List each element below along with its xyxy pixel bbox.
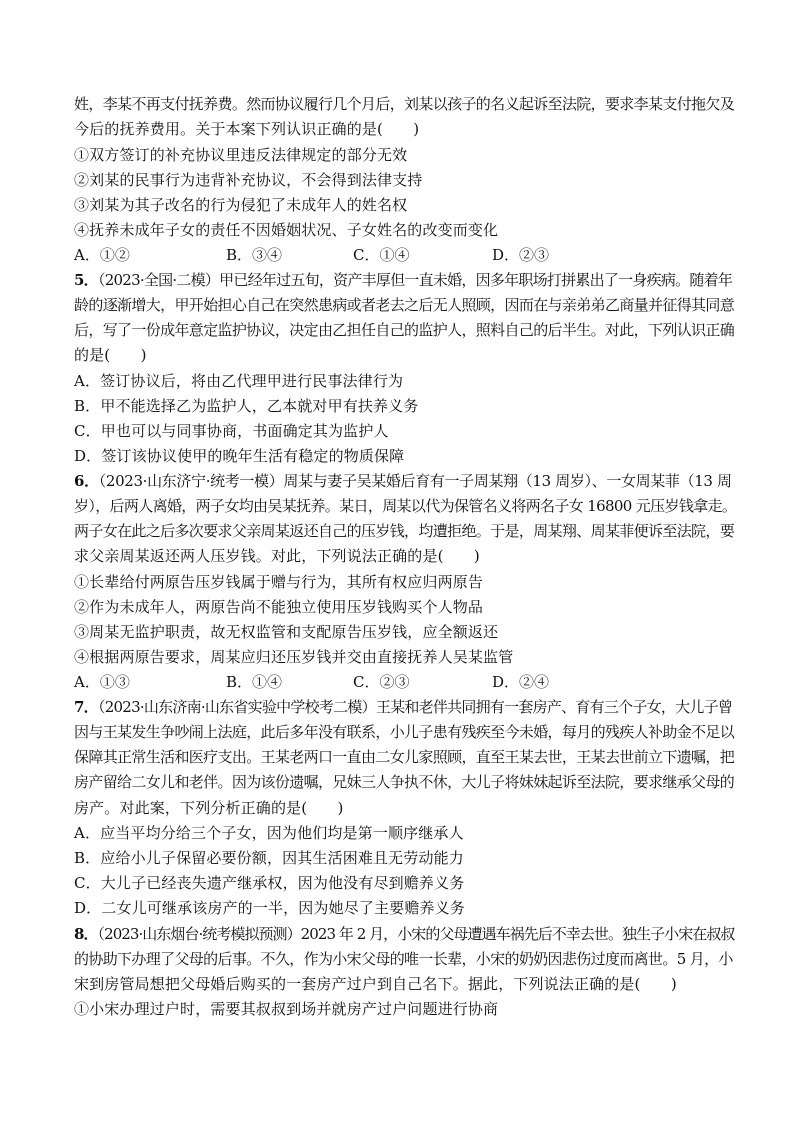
q7-stem-line-3: 保障其正常生活和医疗支出。王某老两口一直由二女儿家照顾，直至王某去世，王某去世前立下遗嘱，把 <box>74 748 735 766</box>
q7-option-b: B．应给小儿子保留必要份额，因其生活困难且无劳动能力 <box>74 849 464 867</box>
q6-item-3: ③周某无监护职责，故无权监管和支配原告压岁钱，应全额返还 <box>74 623 499 641</box>
q6-stem-line-2: 岁），后两人离婚，两子女均由吴某抚养。某日，周某以代为保管名义将两名子女 16800 元压岁钱拿走。 <box>74 497 737 515</box>
q6-item-2: ②作为未成年人，两原告尚不能独立使用压岁钱购买个人物品 <box>74 598 484 616</box>
q6-item-4: ④根据两原告要求，周某应归还压岁钱并交由直接抚养人吴某监管 <box>74 648 514 666</box>
q5-option-d: D．签订该协议使甲的晚年生活有稳定的物质保障 <box>74 447 405 465</box>
q4-item-3: ③刘某为其子改名的行为侵犯了未成年人的姓名权 <box>74 196 408 214</box>
q6-item-1: ①长辈给付两原告压岁钱属于赠与行为，其所有权应归两原告 <box>74 573 484 591</box>
q4-item-2: ②刘某的民事行为违背补充协议，不会得到法律支持 <box>74 171 423 189</box>
q5-stem-text: （2023·全国·二模）甲已经年过五旬，资产丰厚但一直未婚，因多年职场打拼累出了一身疾病。随着年 <box>97 271 733 289</box>
q7-option-a: A．应当平均分给三个子女，因为他们均是第一顺序继承人 <box>74 824 464 842</box>
q7-stem-text: （2023·山东济南·山东省实验中学校考二模）王某和老伴共同拥有一套房产、育有三个子女，大儿子曾 <box>97 698 733 716</box>
q6-stem-text: （2023·山东济宁·统考一模）周某与妻子吴某婚后育有一子周某翔（13 周岁）、一女周某菲（13 周 <box>98 472 732 490</box>
q8-stem-line-2: 的协助下办理了父母的后事。不久，作为小宋父母的唯一长辈，小宋的奶奶因悲伤过度而离世。5 月，小 <box>74 950 733 968</box>
q7-stem-line-5: 房产。对此案，下列分析正确的是( ) <box>74 799 344 817</box>
q6-option-b: B．①④ <box>226 673 283 691</box>
q4-item-4: ④抚养未成年子女的责任不因婚姻状况、子女姓名的改变而变化 <box>74 221 499 239</box>
q4-item-1: ①双方签订的补充协议里违反法律规定的部分无效 <box>74 146 408 164</box>
q7-stem-line-1 <box>74 697 734 717</box>
q6-number: 6． <box>74 472 99 490</box>
q8-number: 8． <box>74 925 98 943</box>
q6-stem-line-4: 求父亲周某返还两人压岁钱。对此，下列说法正确的是( ) <box>74 547 480 565</box>
q5-number: 5． <box>74 271 98 289</box>
q6-option-a: A．①③ <box>74 673 130 691</box>
q7-stem-line-4: 房产留给二女儿和老伴。因为该份遗嘱，兄妹三人争执不休，大儿子将妹妹起诉至法院，要求继承父母的 <box>74 773 735 791</box>
q5-stem-line-1 <box>74 270 734 290</box>
q4-option-d: D．②③ <box>492 246 550 264</box>
q6-stem-line-1 <box>74 471 734 491</box>
q4-option-a: A．①② <box>74 246 130 264</box>
q5-stem-line-4: 的是( ) <box>74 346 147 364</box>
q7-option-c: C．大儿子已经丧失遗产继承权，因为他没有尽到赡养义务 <box>74 874 465 892</box>
q5-option-a: A．签订协议后，将由乙代理甲进行民事法律行为 <box>74 372 404 390</box>
q4-option-b: B．③④ <box>226 246 283 264</box>
q6-option-c: C．②③ <box>353 673 410 691</box>
q8-stem-line-3: 宋到房管局想把父母婚后购买的一套房产过户到自己名下。据此，下列说法正确的是( ) <box>74 975 677 993</box>
q8-item-1: ①小宋办理过户时，需要其叔叔到场并就房产过户问题进行协商 <box>74 1000 499 1018</box>
q8-stem-text: （2023·山东烟台·统考模拟预测）2023 年 2 月，小宋的父母遭遇车祸先后不幸去世。独生子小宋在叔叔 <box>97 925 735 943</box>
q7-stem-line-2: 因与王某发生争吵闹上法庭，此后多年没有联系，小儿子患有残疾至今未婚，每月的残疾人补助金不足以 <box>74 723 735 741</box>
q7-option-d: D．二女儿可继承该房产的一半，因为她尽了主要赡养义务 <box>74 899 465 917</box>
q7-number: 7． <box>74 698 98 716</box>
q4-option-c: C．①④ <box>353 246 410 264</box>
q5-option-b: B．甲不能选择乙为监护人，乙本就对甲有扶养义务 <box>74 397 419 415</box>
q5-stem-line-3: 后，写了一份成年意定监护协议，决定由乙担任自己的监护人，照料自己的后半生。对此，下列认识正确 <box>74 321 735 339</box>
q8-stem-line-1 <box>74 924 734 944</box>
q4-options <box>74 245 734 265</box>
q5-stem-line-2: 龄的逐渐增大，甲开始担心自己在突然患病或者老去之后无人照顾，因而在与亲弟弟乙商量并征得其同意 <box>74 296 735 314</box>
q6-option-d: D．②④ <box>492 673 550 691</box>
q4-stem-line-2: 今后的抚养费用。关于本案下列认识正确的是( ) <box>74 120 420 138</box>
q6-stem-line-3: 两子女在此之后多次要求父亲周某返还自己的压岁钱，均遭拒绝。于是，周某翔、周某菲便诉至法院，要 <box>74 522 735 540</box>
q4-stem-line-1: 姓，李某不再支付抚养费。然而协议履行几个月后，刘某以孩子的名义起诉至法院，要求李某支付拖欠及 <box>74 95 735 113</box>
q5-option-c: C．甲也可以与同事协商，书面确定其为监护人 <box>74 422 389 440</box>
q6-options <box>74 672 734 692</box>
